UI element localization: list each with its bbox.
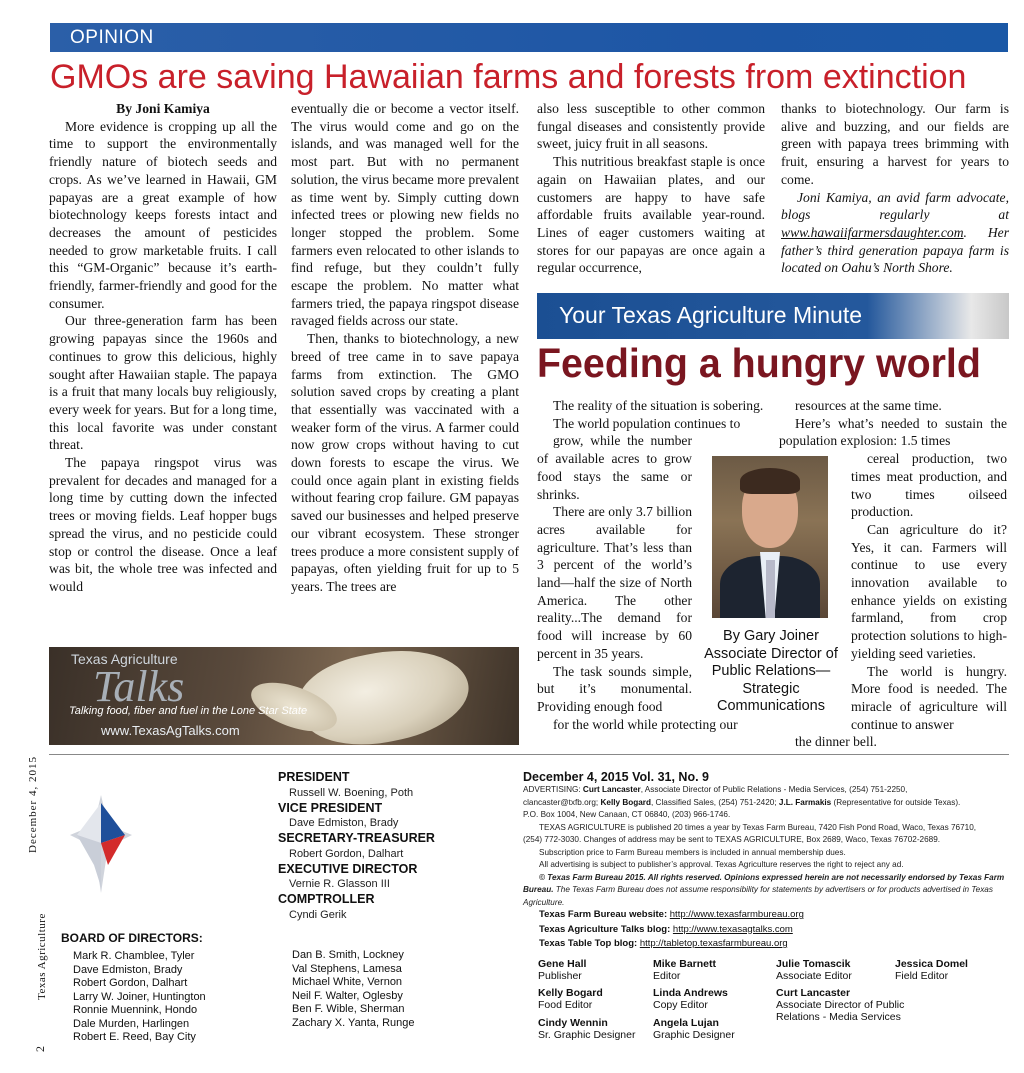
feature-paragraph-7-b: the dinner bell. <box>795 734 877 750</box>
feature-paragraph-4-c: resources at the same time. <box>795 398 942 413</box>
board-member: Larry W. Joiner, Huntington <box>73 990 206 1003</box>
website-links: Texas Farm Bureau website: http://www.texasfarmbureau.org Texas Agriculture Talks blog: http://www.texasagtalks.com Texas Table Top blog: http://tabletop.texasfarmbureau.org <box>539 909 804 949</box>
minute-banner <box>537 293 1009 339</box>
staff-entry: Angela Lujan Graphic Designer <box>653 1017 735 1041</box>
section-label: OPINION <box>70 27 154 48</box>
minute-banner-label: Your Texas Agriculture Minute <box>559 302 863 328</box>
staff-entry: Julie Tomascik Associate Editor <box>776 958 852 982</box>
feature-paragraph-2-a: The world population continues to <box>553 415 741 431</box>
masthead <box>523 770 1013 909</box>
officer-role: SECRETARY-TREASURER <box>278 831 435 845</box>
article-paragraph-3-cont: eventually die or become a vector itself. The virus would come and go on the islands, and was managed well for the most part. But with no permanent solution, the virus became more prevalent as time went by. Simply cutting down infected trees or plowing new fields no longer stopped the problem. Some farmers even relocated to other islands to find refuge, but they couldn’t fully escape the problem. No matter what farmers tried, the papaya ringspot disease ravaged fields across our state. <box>291 101 520 329</box>
feature-paragraph-1: The reality of the situation is sobering. <box>553 398 764 413</box>
staff-entry: Cindy Wennin Sr. Graphic Designer <box>538 1017 636 1041</box>
promo-tagline: Talking food, fiber and fuel in the Lone Star State <box>69 705 308 717</box>
ag-talks-promo[interactable] <box>49 647 519 745</box>
promo-url[interactable]: www.TexasAgTalks.com <box>101 723 240 738</box>
board-heading: BOARD OF DIRECTORS: <box>61 931 203 945</box>
article-paragraph-4-start: Then, thanks to biotechnology, a new breed of tree came in to save papaya farms from extinction. The GMO solution saved crops by creating a plant that essentially was vaccinated with a weaker form of the virus. A farmer could now grow crops without having to cut down forests to escape the virus. We could once again plant in existing fields without fearing crop failure. GM papayas saved our businesses and helped preserve our vibrant ecosystem. These stronger trees produce a more consistent supply of papayas, often yielding fruit for up to 5 years. The trees are <box>291 331 519 594</box>
officer-role: PRESIDENT <box>278 770 350 784</box>
board-member: Dale Murden, Harlingen <box>73 1017 190 1030</box>
board-member: Robert Gordon, Dalhart <box>73 977 188 989</box>
article-paragraph-3-start: The papaya ringspot virus was prevalent for decades and managed for a long time by cutting down the infected trees or moving fields. Leaf hopper bugs spread the virus, and no pesticide could stop or control the disease. Once a leaf was bit, the whole tree was infected and would <box>49 455 277 594</box>
article-column-1 <box>49 100 277 596</box>
article-paragraph-5-start: This nutritious breakfast staple is once again on Hawaiian plates, and our customers are happy to have safe affordable fruits available year-round. Lines of eager customers waiting at stores for our papayas are once again a regular occurrence, <box>537 154 765 276</box>
board-member: Dave Edmiston, Brady <box>73 963 183 976</box>
article-column-2 <box>291 100 519 596</box>
officer-role: EXECUTIVE DIRECTOR <box>278 861 418 876</box>
feature-paragraph-5-a: Here’s what’s needed to sustain the population explosion: 1.5 times <box>779 415 1007 449</box>
feature-paragraph-4-b: for the world while protecting our <box>553 716 738 732</box>
article-column-3 <box>537 100 765 277</box>
article-paragraph-4-cont: also less susceptible to other common fungal diseases and consistently provide sweet, juicy fruit in all seasons. <box>537 101 765 152</box>
article-column-4 <box>781 100 1009 277</box>
author-bio: Joni Kamiya, an avid farm advocate, blogs regularly at www.hawaiifarmersdaughter.com. Her father’s third generation papaya farm is located on Oahu’s North Shore. <box>781 189 1009 276</box>
article-paragraph-2: Our three-generation farm has been growing papayas since the 1960s and continues to grow this delicious, highly sought after Hawaiian staple. The papaya is a fruit that many locals buy religiously, every week for years. But for a long time, this local favorite was under constant threat. <box>49 313 277 453</box>
feature-wrap <box>851 450 1007 733</box>
staff-entry: Mike Barnett Editor <box>653 958 717 982</box>
author-photo <box>712 456 828 618</box>
board-member: Dan B. Smith, Lockney <box>292 949 404 961</box>
issue-date: December 4, 2015 Vol. 31, No. 9 <box>523 770 709 784</box>
page-number: 2 <box>33 1046 47 1052</box>
blog-link[interactable]: http://tabletop.texasfarmbureau.org <box>639 938 788 949</box>
side-date: December 4, 2015 <box>27 756 39 853</box>
section-banner <box>50 23 1008 52</box>
staff-entry: Linda Andrews Copy Editor <box>653 987 728 1011</box>
advertising-info: ADVERTISING: Curt Lancaster, Associate Director of Public Relations - Media Services, (254) 751-2250, clancaster@txfb.org; Kelly Bogard, Classified Sales, (254) 751-2420; J.L. Farmakis (Representative for outside Texas). P.O. Box 1004, New Canaan, CT 06840, (203) 966-1746. TEXAS AGRICULTURE is published 20 times a year by Texas Farm Bureau, 7420 Fish Pond Road, Waco, Texas 76710, (254) 772-3030. Changes of address may be sent to TEXAS AGRICULTURE, Box 2689, Waco, Texas 76702-2689. Subscription price to Farm Bureau members is included in annual membership dues. All advertising is subject to publisher’s approval. Texas Agriculture reserves the right to reject any ad. © Texas Farm Bureau 2015. All rights reserved. Opinions expressed herein are not necessarily endorsed by Texas Farm Bureau. The Texas Farm Bureau does not assume responsibility for statements by advertisers or for products advertised in Texas Agriculture. <box>523 785 1005 907</box>
feature-credit: By Gary Joiner Associate Director of Public Relations—Strategic Communications <box>704 628 838 714</box>
board-member: Val Stephens, Lamesa <box>292 962 402 975</box>
board-member: Ben F. Wible, Sherman <box>292 1003 405 1015</box>
article-paragraph-5-cont: thanks to biotechnology. Our farm is alive and buzzing, and our fields are green with papaya trees brimming with fruit, ensuring a harvest for years to come. <box>781 101 1009 187</box>
officer-name: Cyndi Gerik <box>289 908 347 921</box>
board-list-2 <box>292 949 415 1030</box>
board-list-1 <box>73 950 206 1045</box>
officer-name: Dave Edmiston, Brady <box>289 817 399 829</box>
promo-brand: Texas Agriculture <box>71 651 178 667</box>
officer-role: VICE PRESIDENT <box>278 800 383 815</box>
promo-title: Talks <box>93 662 185 711</box>
officers-list <box>278 770 518 923</box>
officer-role: COMPTROLLER <box>278 892 375 906</box>
board-member: Ronnie Muennink, Hondo <box>73 1004 198 1016</box>
officer-name: Russell W. Boening, Poth <box>289 786 414 799</box>
farm-bureau-star-logo <box>70 795 132 893</box>
blog-link[interactable]: http://www.texasagtalks.com <box>672 923 793 935</box>
feature-paragraph-3: There are only 3.7 billion acres available for agriculture. That’s less than 3 percent of the world’s land—half the size of North America. The other reality...The demand for food will increase by 60 percent in 35 years. <box>537 504 692 661</box>
officer-name: Vernie R. Glasson III <box>289 878 390 890</box>
staff-entry: Gene Hall Publisher <box>538 958 587 982</box>
board-member: Robert E. Reed, Bay City <box>73 1031 196 1043</box>
staff-entry: Kelly Bogard Food Editor <box>538 987 603 1011</box>
board-member: Neil F. Walter, Oglesby <box>292 989 403 1002</box>
officer-name: Robert Gordon, Dalhart <box>289 847 404 860</box>
divider <box>49 754 1009 755</box>
board-member: Mark R. Chamblee, Tyler <box>73 950 195 962</box>
feature-paragraph-7-a: The world is hungry. More food is needed. The miracle of agriculture will continue to answer <box>851 663 1007 732</box>
article-byline: By Joni Kamiya <box>116 101 210 116</box>
board-member: Michael White, Vernon <box>292 976 403 988</box>
board-member: Zachary X. Yanta, Runge <box>292 1016 415 1029</box>
feature-paragraph-4-a: The task sounds simple, but it’s monumental. Providing enough food <box>537 663 692 714</box>
feature-paragraph-5-b: cereal production, two times meat production, and two times oilseed production. <box>851 451 1007 520</box>
article-headline: GMOs are saving Hawaiian farms and forests from extinction <box>50 58 967 96</box>
article-paragraph-1: More evidence is cropping up all the time to support the environmentally friendly nature of biotech seeds and crops. As we’ve learned in Hawaii, GM papayas are a great example of how biotechnology keeps forests intact and decreases the amount of pesticides needed to grow marketable fruits. I call this “GM-Organic” because it’s earth-friendly, farmer-friendly and good for the consumer. <box>49 118 277 311</box>
side-title: Texas Agriculture <box>36 913 48 1000</box>
staff-entry: Curt Lancaster Associate Director of Public Relations - Media Services <box>776 987 905 1023</box>
blog-link[interactable]: www.hawaiifarmersdaughter.com <box>781 224 964 240</box>
website-link[interactable]: http://www.texasfarmbureau.org <box>669 909 804 920</box>
staff-entry: Jessica Domel Field Editor <box>895 958 968 982</box>
feature-paragraph-6: Can agriculture do it? Yes, it can. Farmers will continue to use every innovation available to enhance yields on existing farmland, from crop protection solutions to high-yielding seed varieties. <box>851 521 1007 661</box>
feature-paragraph-2-b: grow, while the number of available acres to grow food stays the same or shrinks. <box>537 433 692 502</box>
feature-headline: Feeding a hungry world <box>537 340 981 386</box>
